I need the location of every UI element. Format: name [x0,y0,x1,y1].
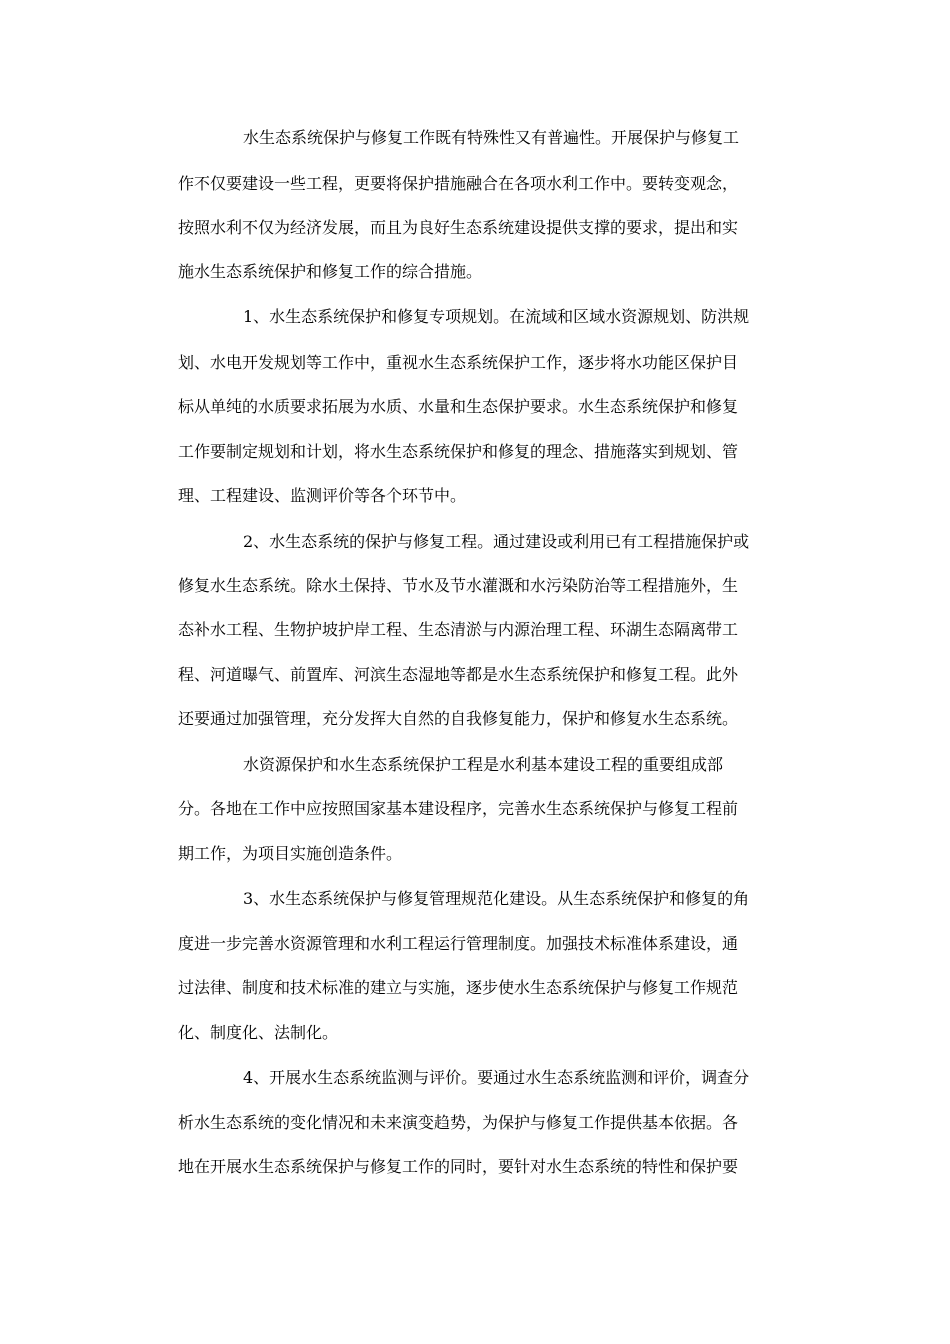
paragraph-5-line-4: 化、制度化、法制化。 [178,1023,339,1042]
paragraph-1-line-1: 水生态系统保护与修复工作既有特殊性又有普遍性。开展保护与修复工 [243,128,740,147]
paragraph-2-line-2: 划、水电开发规划等工作中，重视水生态系统保护工作，逐步将水功能区保护目 [178,353,739,372]
paragraph-6-line-3: 地在开展水生态系统保护与修复工作的同时，要针对水生态系统的特性和保护要 [178,1157,739,1176]
paragraph-3-line-1: 2、水生态系统的保护与修复工程。通过建设或利用已有工程措施保护或 [243,532,750,551]
paragraph-4-line-2: 分。各地在工作中应按照国家基本建设程序，完善水生态系统保护与修复工程前 [178,799,739,818]
paragraph-3-line-4: 程、河道曝气、前置库、河滨生态湿地等都是水生态系统保护和修复工程。此外 [178,665,739,684]
paragraph-3-line-2: 修复水生态系统。除水土保持、节水及节水灌溉和水污染防治等工程措施外，生 [178,576,739,595]
paragraph-2-line-4: 工作要制定规划和计划，将水生态系统保护和修复的理念、措施落实到规划、管 [178,442,739,461]
paragraph-2-line-3: 标从单纯的水质要求拓展为水质、水量和生态保护要求。水生态系统保护和修复 [178,397,739,416]
paragraph-2-line-5: 理、工程建设、监测评价等各个环节中。 [178,486,467,505]
paragraph-2-line-1: 1、水生态系统保护和修复专项规划。在流域和区域水资源规划、防洪规 [243,307,750,326]
paragraph-5-line-2: 度进一步完善水资源管理和水利工程运行管理制度。加强技术标准体系建设，通 [178,934,739,953]
paragraph-6-line-2: 析水生态系统的变化情况和未来演变趋势，为保护与修复工作提供基本依据。各 [178,1113,739,1132]
paragraph-1-line-2: 作不仅要建设一些工程，更要将保护措施融合在各项水利工作中。要转变观念， [178,174,739,193]
paragraph-1-line-4: 施水生态系统保护和修复工作的综合措施。 [178,262,483,281]
paragraph-4-line-1: 水资源保护和水生态系统保护工程是水利基本建设工程的重要组成部 [243,755,724,774]
paragraph-4-line-3: 期工作，为项目实施创造条件。 [178,844,403,863]
paragraph-5-line-1: 3、水生态系统保护与修复管理规范化建设。从生态系统保护和修复的角 [243,889,750,908]
paragraph-3-line-3: 态补水工程、生物护坡护岸工程、生态清淤与内源治理工程、环湖生态隔离带工 [178,620,739,639]
paragraph-6-line-1: 4、开展水生态系统监测与评价。要通过水生态系统监测和评价，调查分 [243,1068,750,1087]
paragraph-3-line-5: 还要通过加强管理，充分发挥大自然的自我修复能力，保护和修复水生态系统。 [178,709,739,728]
paragraph-5-line-3: 过法律、制度和技术标准的建立与实施，逐步使水生态系统保护与修复工作规范 [178,978,739,997]
paragraph-1-line-3: 按照水利不仅为经济发展，而且为良好生态系统建设提供支撑的要求，提出和实 [178,218,739,237]
